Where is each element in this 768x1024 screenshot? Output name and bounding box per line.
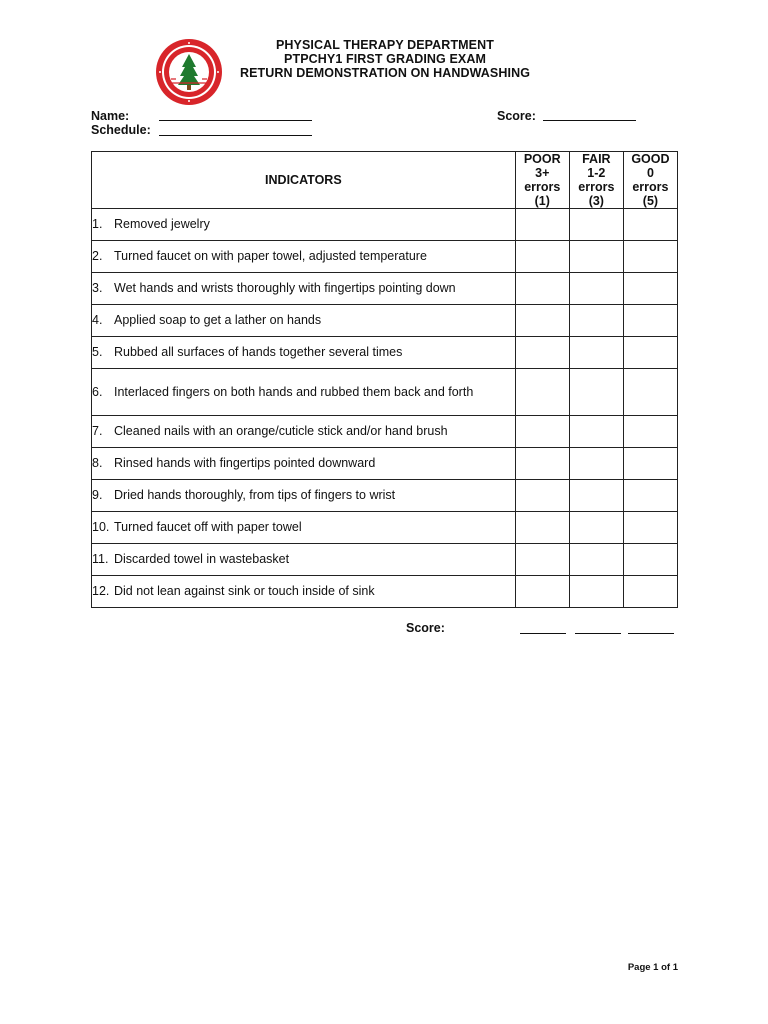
poor-rating-cell[interactable] bbox=[515, 337, 569, 369]
indicator-cell bbox=[92, 480, 516, 512]
indicator-number: 10. bbox=[92, 520, 110, 534]
indicator-cell bbox=[92, 544, 516, 576]
fair-rating-cell[interactable] bbox=[569, 544, 623, 576]
table-row bbox=[92, 576, 678, 608]
indicator-number: 8. bbox=[92, 456, 103, 470]
fair-rating-cell[interactable] bbox=[569, 448, 623, 480]
fair-rating-cell[interactable] bbox=[569, 241, 623, 273]
table-header-row bbox=[92, 152, 678, 209]
fair-rating-cell[interactable] bbox=[569, 512, 623, 544]
fair-rating-cell[interactable] bbox=[569, 416, 623, 448]
fair-rating-cell[interactable] bbox=[569, 480, 623, 512]
indicator-text: Did not lean against sink or touch inside of sink bbox=[114, 584, 375, 598]
poor-rating-cell[interactable] bbox=[515, 241, 569, 273]
indicator-number: 4. bbox=[92, 313, 103, 327]
table-row bbox=[92, 241, 678, 273]
document-header bbox=[210, 38, 560, 80]
indicators-header: INDICATORS bbox=[92, 152, 516, 209]
poor-rating-cell[interactable] bbox=[515, 416, 569, 448]
good-rating-cell[interactable] bbox=[623, 209, 677, 241]
rating-label: GOOD bbox=[631, 152, 670, 166]
fair-rating-cell[interactable] bbox=[569, 273, 623, 305]
indicator-text: Dried hands thoroughly, from tips of fingers to wrist bbox=[114, 488, 396, 502]
indicator-cell bbox=[92, 241, 516, 273]
fair-rating-cell[interactable] bbox=[569, 337, 623, 369]
name-label: Name: bbox=[91, 109, 130, 123]
fair-total-field[interactable] bbox=[575, 621, 621, 634]
poor-rating-cell[interactable] bbox=[515, 544, 569, 576]
good-rating-cell[interactable] bbox=[623, 480, 677, 512]
page-number: Page 1 of 1 bbox=[627, 962, 678, 973]
fair-rating-cell[interactable] bbox=[569, 576, 623, 608]
poor-total-field[interactable] bbox=[520, 621, 566, 634]
good-rating-cell[interactable] bbox=[623, 369, 677, 416]
table-row bbox=[92, 544, 678, 576]
indicator-cell bbox=[92, 337, 516, 369]
fair-rating-cell[interactable] bbox=[569, 209, 623, 241]
poor-header bbox=[515, 152, 569, 209]
indicator-text: Applied soap to get a lather on hands bbox=[114, 313, 322, 327]
total-score-label: Score: bbox=[406, 621, 445, 635]
rating-label: POOR bbox=[523, 152, 561, 166]
indicator-text: Interlaced fingers on both hands and rubbed them back and forth bbox=[114, 384, 474, 399]
indicator-text: Removed jewelry bbox=[114, 217, 210, 231]
rating-errors-word: errors bbox=[632, 180, 669, 194]
table-row bbox=[92, 480, 678, 512]
fair-header bbox=[569, 152, 623, 209]
table-row bbox=[92, 416, 678, 448]
rating-points: (5) bbox=[642, 194, 659, 208]
poor-rating-cell[interactable] bbox=[515, 273, 569, 305]
department-title: PHYSICAL THERAPY DEPARTMENT bbox=[275, 38, 494, 52]
table-row bbox=[92, 512, 678, 544]
indicator-cell bbox=[92, 448, 516, 480]
fair-rating-cell[interactable] bbox=[569, 369, 623, 416]
poor-rating-cell[interactable] bbox=[515, 512, 569, 544]
rating-points: (1) bbox=[534, 194, 550, 208]
poor-rating-cell[interactable] bbox=[515, 209, 569, 241]
poor-rating-cell[interactable] bbox=[515, 576, 569, 608]
indicator-number: 2. bbox=[92, 249, 103, 263]
good-total-field[interactable] bbox=[628, 621, 674, 634]
table-row bbox=[92, 273, 678, 305]
indicator-text: Turned faucet off with paper towel bbox=[114, 520, 302, 534]
indicator-cell bbox=[92, 512, 516, 544]
indicator-number: 3. bbox=[92, 281, 103, 295]
schedule-label: Schedule: bbox=[91, 123, 151, 137]
rating-errors-word: errors bbox=[524, 180, 561, 194]
score-label: Score: bbox=[497, 109, 536, 123]
good-rating-cell[interactable] bbox=[623, 448, 677, 480]
poor-rating-cell[interactable] bbox=[515, 448, 569, 480]
indicator-number: 5. bbox=[92, 345, 103, 359]
indicator-text: Discarded towel in wastebasket bbox=[114, 552, 290, 566]
poor-rating-cell[interactable] bbox=[515, 305, 569, 337]
indicator-cell bbox=[92, 576, 516, 608]
indicator-text: Cleaned nails with an orange/cuticle stick and/or hand brush bbox=[114, 424, 448, 438]
table-row bbox=[92, 369, 678, 416]
score-field[interactable] bbox=[543, 108, 636, 121]
table-row bbox=[92, 337, 678, 369]
exam-title: PTPCHY1 FIRST GRADING EXAM bbox=[284, 52, 486, 66]
good-rating-cell[interactable] bbox=[623, 337, 677, 369]
good-rating-cell[interactable] bbox=[623, 273, 677, 305]
rating-errors-word: errors bbox=[578, 180, 615, 194]
indicator-cell bbox=[92, 369, 516, 416]
good-header bbox=[623, 152, 677, 209]
indicator-text: Rinsed hands with fingertips pointed downward bbox=[114, 456, 376, 470]
table-row bbox=[92, 448, 678, 480]
poor-rating-cell[interactable] bbox=[515, 480, 569, 512]
indicator-cell bbox=[92, 416, 516, 448]
indicator-number: 11. bbox=[92, 552, 109, 566]
indicator-number: 12. bbox=[92, 584, 110, 598]
table-row bbox=[92, 209, 678, 241]
indicator-number: 7. bbox=[92, 424, 103, 438]
indicator-text: Turned faucet on with paper towel, adjusted temperature bbox=[114, 249, 427, 263]
good-rating-cell[interactable] bbox=[623, 416, 677, 448]
rating-points: (3) bbox=[588, 194, 604, 208]
poor-rating-cell[interactable] bbox=[515, 369, 569, 416]
indicator-number: 1. bbox=[92, 217, 103, 231]
good-rating-cell[interactable] bbox=[623, 305, 677, 337]
schedule-field[interactable] bbox=[159, 123, 312, 136]
rubric-table bbox=[91, 151, 678, 608]
good-rating-cell[interactable] bbox=[623, 241, 677, 273]
good-rating-cell[interactable] bbox=[623, 512, 677, 544]
rating-label: FAIR bbox=[582, 152, 611, 166]
indicator-cell bbox=[92, 273, 516, 305]
indicator-cell bbox=[92, 305, 516, 337]
indicator-number: 9. bbox=[92, 488, 103, 502]
good-rating-cell[interactable] bbox=[623, 544, 677, 576]
indicator-cell bbox=[92, 209, 516, 241]
good-rating-cell[interactable] bbox=[623, 576, 677, 608]
table-row bbox=[92, 305, 678, 337]
indicator-number: 6. bbox=[92, 384, 103, 399]
indicator-text: Rubbed all surfaces of hands together several times bbox=[114, 345, 403, 359]
name-field[interactable] bbox=[159, 108, 312, 121]
rating-errors-count: 0 bbox=[646, 166, 654, 180]
rating-errors-count: 3+ bbox=[535, 166, 550, 180]
fair-rating-cell[interactable] bbox=[569, 305, 623, 337]
indicator-text: Wet hands and wrists thoroughly with fingertips pointing down bbox=[114, 281, 456, 295]
rating-errors-count: 1-2 bbox=[587, 166, 606, 180]
activity-title: RETURN DEMONSTRATION ON HANDWASHING bbox=[239, 66, 531, 80]
